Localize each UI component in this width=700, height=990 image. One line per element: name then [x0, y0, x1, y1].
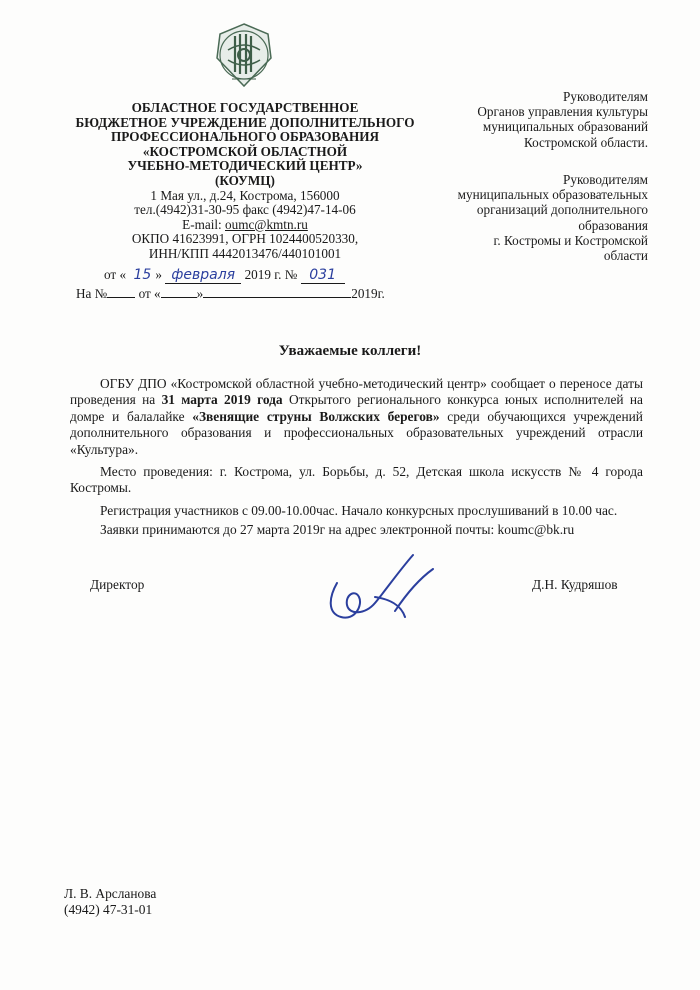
org-email-line [70, 218, 420, 233]
org-name-line: БЮДЖЕТНОЕ УЧРЕЖДЕНИЕ ДОПОЛНИТЕЛЬНОГО [75, 114, 415, 130]
recipient-line: Руководителям [563, 89, 648, 104]
signer-name: Д.Н. Кудряшов [532, 577, 618, 592]
recipients-block-2 [458, 172, 648, 263]
org-phones: тел.(4942)31-30-95 факс (4942)47-14-06 [134, 202, 356, 218]
outgoing-mid: » [155, 267, 162, 282]
handwritten-signature-icon [315, 545, 455, 635]
org-name-line: УЧЕБНО-МЕТОДИЧЕСКИЙ ЦЕНТР» [127, 158, 363, 174]
recipient-line: области [603, 248, 648, 264]
org-name-line: ПРОФЕССИОНАЛЬНОГО ОБРАЗОВАНИЯ [110, 129, 380, 145]
contest-title: «Звенящие струны Волжских берегов» [192, 408, 440, 424]
org-abbreviation: (КОУМЦ) [215, 172, 275, 188]
outgoing-day: 15 [133, 267, 152, 283]
reply-suffix: 2019г. [351, 286, 385, 301]
outgoing-year: 2019 г. № [244, 267, 298, 282]
outgoing-month: февраля [165, 267, 241, 284]
outgoing-number-row [104, 267, 345, 284]
recipient-line: г. Костромы и Костромской [493, 232, 648, 248]
recipient-line: муниципальных образовательных [457, 187, 648, 203]
recipients-block-1 [477, 89, 648, 150]
executor-name: Л. В. Арсланова [64, 886, 157, 901]
body-paragraph-applications: Заявки принимаются до 27 марта 2019г на адрес электронной почты: koumc@bk.ru [100, 522, 575, 538]
reply-date-blank [203, 286, 351, 298]
outgoing-prefix: от « [104, 267, 127, 282]
org-address: 1 Мая ул., д.24, Кострома, 156000 [150, 187, 340, 203]
event-date: 31 марта 2019 года [161, 392, 283, 408]
reply-prefix: На № [76, 286, 108, 301]
recipient-line: Руководителям [563, 172, 648, 187]
recipient-line: организаций дополнительного [476, 202, 648, 218]
body-text-segment: среди обучающихся учреждений дополнительного образования и профессиональных образовательных учреждений отрасли «Культура». [70, 408, 643, 457]
greeting-heading: Уважаемые коллеги! [278, 343, 422, 359]
organization-emblem-icon [213, 22, 275, 90]
reply-number-blank [107, 286, 135, 298]
org-name-line: ОБЛАСТНОЕ ГОСУДАРСТВЕННОЕ [131, 100, 359, 115]
email-link[interactable]: oumc@kmtn.ru [225, 216, 308, 232]
letter-body [70, 376, 643, 545]
recipient-line: муниципальных образований [482, 119, 648, 135]
body-text-segment: Открытого регионального конкурса юных исполнителей на домре и балалайке [70, 392, 643, 424]
sender-organization-block [70, 101, 420, 262]
executor-phone: (4942) 47-31-01 [64, 902, 153, 917]
body-paragraph-venue: Место проведения: г. Кострома, ул. Борьбы, д. 52, Детская школа искусств № 4 города Костромы. [70, 464, 643, 496]
body-paragraph-registration: Регистрация участников с 09.00-10.00час. Начало конкурсных прослушиваний в 10.00 час. [100, 502, 618, 518]
body-paragraph-announcement [70, 376, 643, 458]
body-text-segment: ОГБУ ДПО «Костромской областной учебно-методический центр» сообщает о переносе даты проведения на [70, 376, 643, 408]
reply-day-blank [161, 286, 197, 298]
reply-number-row [76, 286, 385, 302]
email-label: E-mail: [182, 216, 225, 232]
recipient-line: Костромской области. [523, 134, 648, 150]
reply-mid: от « [138, 286, 161, 301]
signer-position: Директор [90, 577, 145, 592]
org-okpo: ОКПО 41623991, ОГРН 1024400520330, [131, 231, 359, 247]
recipient-line: Органов управления культуры [477, 104, 648, 120]
org-inn: ИНН/КПП 4442013476/440101001 [148, 245, 342, 261]
outgoing-number: 031 [301, 267, 345, 284]
executor-info [64, 886, 156, 918]
org-name-line: «КОСТРОМСКОЙ ОБЛАСТНОЙ [142, 143, 348, 159]
recipient-line: образования [578, 217, 648, 233]
reply-mid2: » [196, 286, 204, 301]
